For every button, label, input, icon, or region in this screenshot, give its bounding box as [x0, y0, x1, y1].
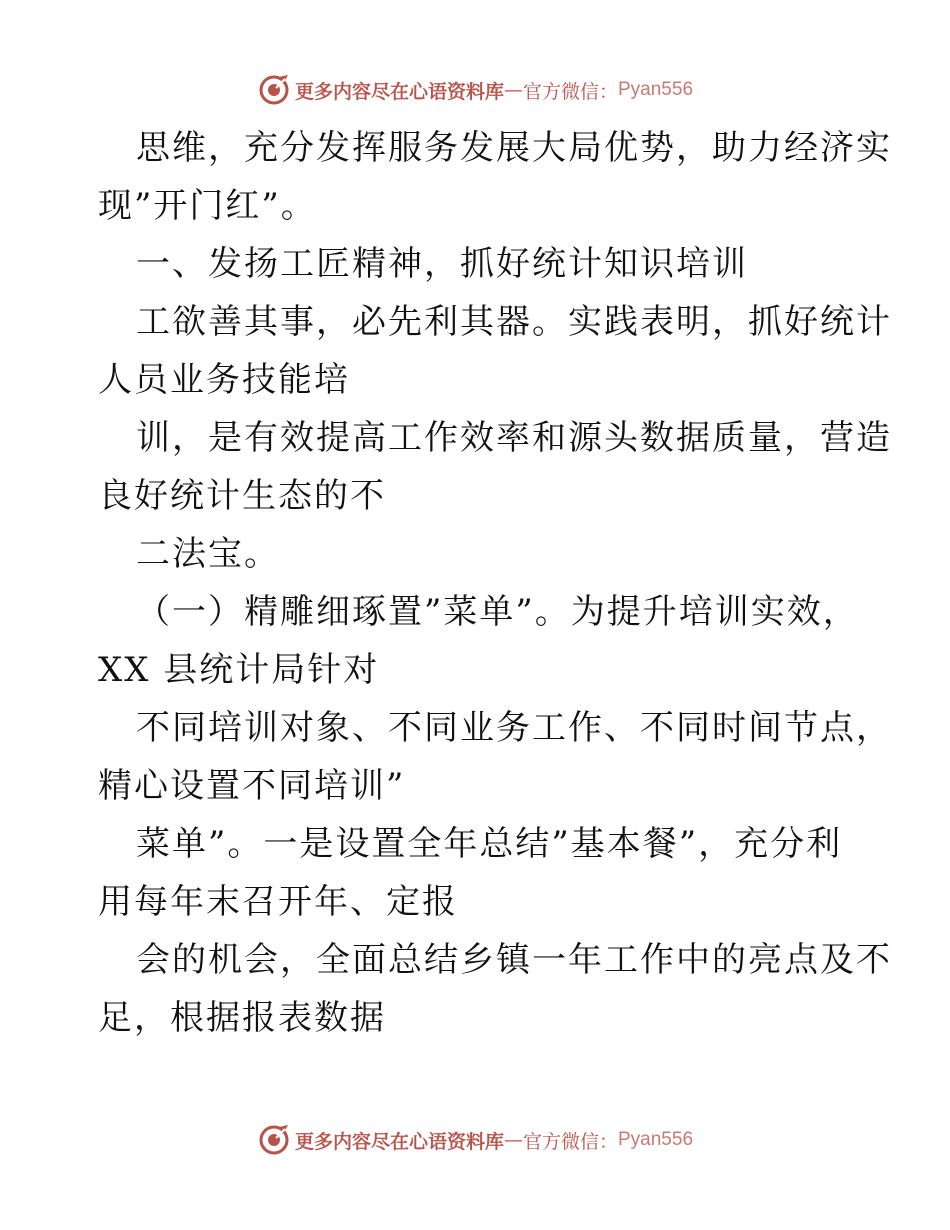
body-line: 人员业务技能培	[98, 360, 350, 400]
watermark-separator: —	[503, 1129, 523, 1151]
body-line: 不同培训对象、不同业务工作、不同时间节点，	[136, 708, 892, 748]
body-line: 工欲善其事，必先利其器。实践表明，抓好统计	[136, 302, 892, 342]
body-line: 足，根据报表数据	[98, 998, 386, 1038]
body-line: 现”开门红”。	[98, 186, 317, 226]
subsection-heading: （一）精雕细琢置”菜单”。为提升培训实效，	[136, 592, 859, 632]
document-body	[98, 119, 892, 1047]
section-heading: 一、发扬工匠精神，抓好统计知识培训	[136, 244, 748, 284]
pen-seal-icon	[257, 73, 291, 107]
body-line: 二法宝。	[136, 534, 280, 574]
body-line: 用每年末召开年、定报	[98, 882, 458, 922]
body-line: 菜单”。一是设置全年总结”基本餐”，充分利	[136, 824, 843, 864]
watermark-brand: 更多内容尽在心语资料库	[294, 80, 504, 103]
watermark-wechat-id: Pyan556	[618, 79, 694, 100]
watermark-wechat-id: Pyan556	[618, 1129, 694, 1150]
body-line: 会的机会，全面总结乡镇一年工作中的亮点及不	[136, 940, 892, 980]
header-watermark	[0, 70, 950, 110]
body-line: XX 县统计局针对	[98, 650, 380, 690]
watermark-brand: 更多内容尽在心语资料库	[294, 1130, 504, 1153]
footer-watermark	[0, 1120, 950, 1160]
watermark-wechat-label: 官方微信：	[522, 80, 618, 103]
body-line: 思维，充分发挥服务发展大局优势，助力经济实	[136, 128, 892, 168]
pen-seal-icon	[257, 1123, 291, 1157]
body-line: 精心设置不同培训”	[98, 766, 406, 806]
watermark-separator: —	[503, 79, 523, 101]
watermark-wechat-label: 官方微信：	[522, 1130, 618, 1153]
body-line: 训，是有效提高工作效率和源头数据质量，营造	[136, 418, 892, 458]
body-line: 良好统计生态的不	[98, 476, 386, 516]
